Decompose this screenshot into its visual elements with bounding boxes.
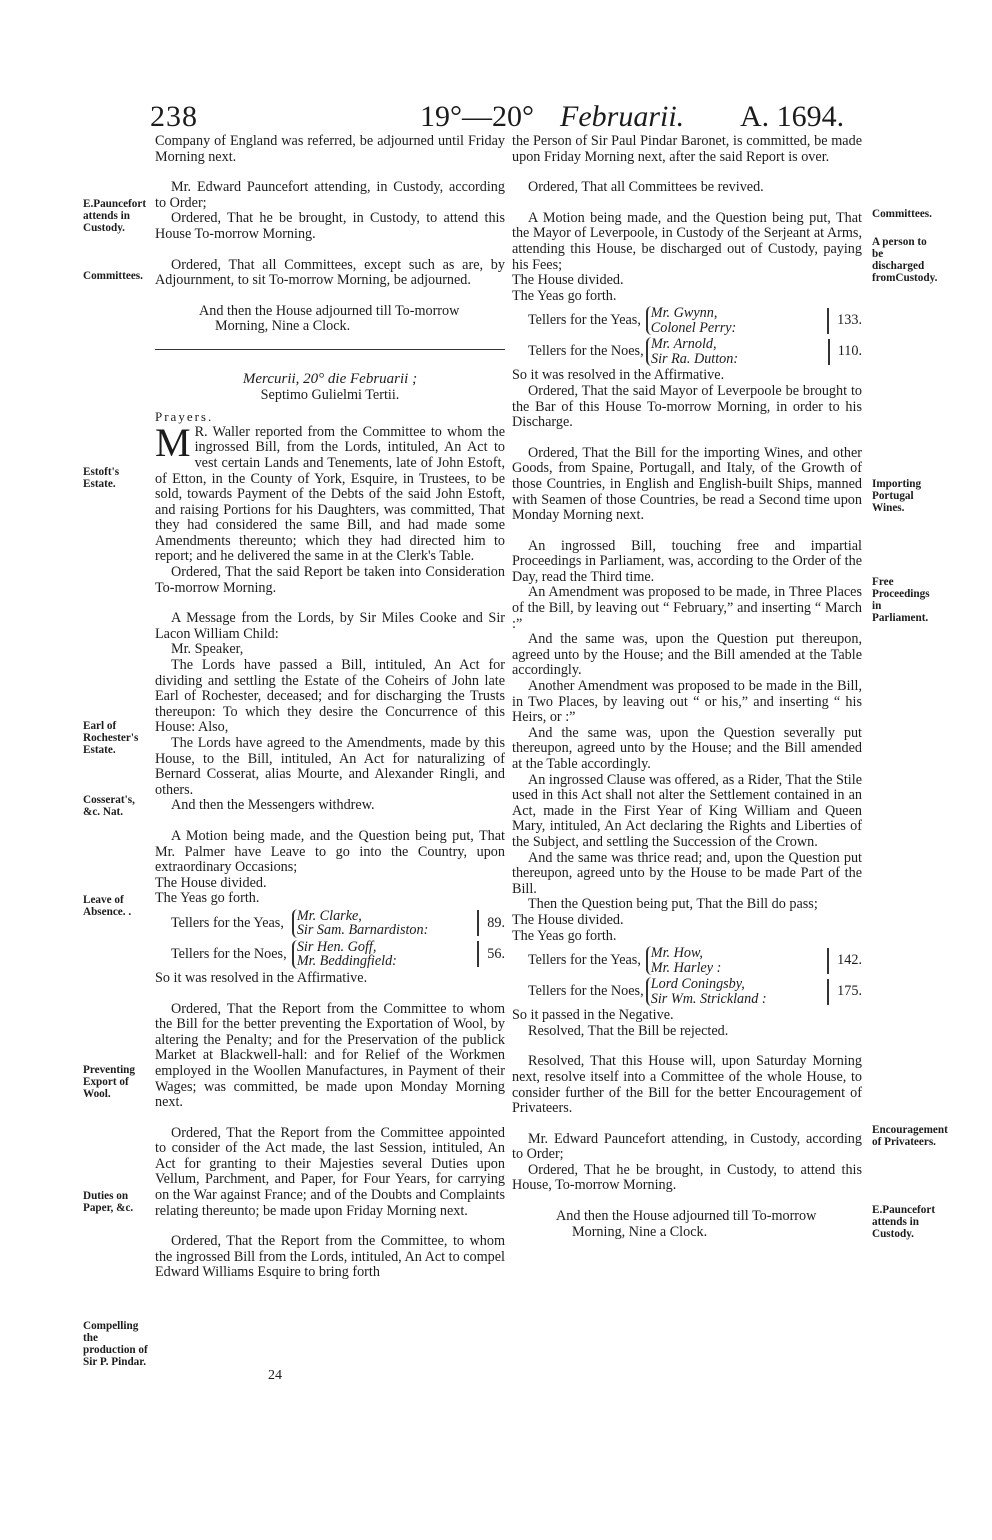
pauncefort-ordered: Ordered, That he be brought, in Custody, to attend this House To-morrow Morning. (155, 210, 505, 242)
pauncefort-attending: Mr. Edward Pauncefort attending, in Custody, according to Order; (512, 1130, 862, 1163)
house-divided: The House divided. (155, 874, 267, 891)
amendment-1-agreed: And the same was, upon the Question put thereupon, agreed unto by the House; and the Bill amended at the Table accordingly. (512, 631, 862, 679)
regnal-year: Septimo Gulielmi Tertii. (260, 386, 400, 403)
teller-names (646, 337, 808, 366)
tellers-yeas (528, 946, 862, 975)
vote-count: 89. (477, 910, 505, 936)
vote-count: 56. (477, 941, 505, 967)
bill-rejected: Resolved, That the Bill be rejected. (528, 1022, 729, 1039)
yeas-forth: The Yeas go forth. (512, 927, 617, 944)
house-divided: The House divided. (512, 272, 624, 289)
teller-name: Sir Sam. Barnardiston: (296, 922, 429, 939)
margin-note-proceedings: Free Proceedings in Parliament. (872, 576, 930, 624)
drop-cap: M (155, 419, 191, 465)
page-number: 238 (150, 100, 198, 133)
paper-duties-order: Ordered, That the Report from the Committee appointed to consider of the Act made, the last Session, intituled, An Act for granting to their Majesties several Duties upon Vellum, Parchment, and Paper, for Four Years, for carrying on the War against France; and of the Doubts and Complaints relating thereunto; be made upon Friday Morning next. (155, 1124, 505, 1219)
cosserat-bill: The Lords have agreed to the Amendments, made by this House, to the Bill, intituled, An Act for naturalizing of Bernard Cosserat, alias Mourte, and Alexander Ringli, and others. (155, 735, 505, 798)
vote-count: 110. (828, 339, 862, 365)
teller-name: Mr. Arnold, (650, 336, 717, 353)
adjournment-note: And then the House adjourned till To-morrow Morning, Nine a Clock. (556, 1208, 817, 1240)
amendment-1: An Amendment was proposed to be made, in Three Places of the Bill, by leaving out “ February,” and inserting “ March :” (512, 584, 862, 632)
header-month: Februarii. (560, 100, 685, 133)
rider-agreed: And the same was thrice read; and, upon the Question put thereupon, agreed unto by the House to be made Part of the Bill. (512, 849, 862, 897)
margin-note-wines: Importing Portugal Wines. (872, 478, 922, 514)
teller-name: Sir Wm. Strickland : (650, 990, 767, 1007)
margin-note-wool: Preventing Export of Wool. (83, 1064, 135, 1100)
teller-names (292, 909, 457, 938)
pindar-continuation: the Person of Sir Paul Pindar Baronet, is committed, be made upon Friday Morning next, after the said Report is over. (512, 133, 862, 165)
signature-mark: 24 (268, 1368, 282, 1383)
pauncefort-ordered: Ordered, That he be brought, in Custody, to attend this House, To-morrow Morning. (512, 1161, 862, 1194)
tellers-label: Tellers for the Yeas, (528, 312, 641, 329)
rochester-bill: The Lords have passed a Bill, intituled, An Act for dividing and settling the Estate of the Coheirs of John late Earl of Rochester, deceased; and for discharging the Trusts thereupon: To which they desire the Concurrence of this House: Also, (155, 657, 505, 736)
margin-note-pauncefort: E.Pauncefort attends in Custody. (872, 1204, 936, 1240)
amendment-2: Another Amendment was proposed to be made in the Bill, in Two Places, by leaving out “ or his,” and inserting “ his Heirs, or :” (512, 678, 862, 726)
teller-name: Colonel Perry: (650, 319, 737, 336)
margin-note-pindar: Compelling the production of Sir P. Pindar. (83, 1320, 148, 1368)
tellers-noes (528, 337, 862, 366)
yeas-forth: The Yeas go forth. (512, 287, 617, 304)
wool-order: Ordered, That the Report from the Committee to whom the Bill for the better preventing the Exportation of Wool, by altering the Penalty; and for the Preservation of the publick Market at Blackwell-hall: and for Relief of the Workmen employed in the Woollen Manufactures, in Payment of their Wages; was committed, be made upon Monday Morning next. (155, 1000, 505, 1111)
privateers-resolution: Resolved, That this House will, upon Saturday Morning next, resolve itself into a Committee of the whole House, to consider further of the Bill for the better Encouragement of Privateers. (512, 1053, 862, 1117)
message-intro: A Message from the Lords, by Sir Miles Cooke and Sir Lacon William Child: (155, 610, 505, 642)
yeas-forth: The Yeas go forth. (155, 890, 260, 907)
teller-name: Sir Ra. Dutton: (650, 350, 739, 367)
tellers-label: Tellers for the Noes, (528, 982, 644, 999)
estoft-report (155, 419, 505, 565)
section-divider (155, 349, 505, 350)
estoft-ordered: Ordered, That the said Report be taken into Consideration To-morrow Morning. (155, 564, 505, 596)
question-pass: Then the Question being put, That the Bill do pass; (528, 896, 818, 913)
committees-revived: Ordered, That all Committees be revived. (528, 179, 764, 196)
teller-name: Lord Coningsby, (650, 976, 745, 993)
right-column (512, 134, 862, 1240)
margin-note-cosserat: Cosserat's, &c. Nat. (83, 794, 135, 818)
messengers-withdrew: And then the Messengers withdrew. (171, 797, 375, 814)
margin-note-privateers: Encouragement of Privateers. (872, 1124, 948, 1148)
proceedings-bill: An ingrossed Bill, touching free and impartial Proceedings in Parliament, was, according to the Order of the Day, read the Third time. (512, 537, 862, 585)
resolved-affirmative: So it was resolved in the Affirmative. (512, 367, 725, 384)
pindar-order: Ordered, That the Report from the Committee, to whom the ingrossed Bill from the Lords, intituled, An Act to compel Edward Williams Esquire to bring forth (155, 1233, 505, 1281)
margin-note-leave: Leave of Absence. . (83, 894, 132, 918)
adjournment-note: And then the House adjourned till To-morrow Morning, Nine a Clock. (199, 302, 460, 335)
header-year: A. 1694. (740, 100, 845, 133)
teller-name: Mr. Clarke, (296, 907, 362, 924)
tellers-yeas (528, 306, 862, 335)
margin-note-pauncefort: E.Pauncefort attends in Custody. (83, 198, 147, 234)
wines-order: Ordered, That the Bill for the importing Wines, and other Goods, from Spaine, Portugall, and Italy, of the Growth of those Countries, in English and English-built Ships, manned with Seamen of those Countries, be read a Second time upon Monday Morning next. (512, 444, 862, 524)
pauncefort-attending: Mr. Edward Pauncefort attending, in Custody, according to Order; (155, 179, 505, 211)
teller-name: Mr. Gwynn, (650, 305, 718, 322)
prayers-heading: Prayers. (155, 409, 214, 425)
header-dates: 19°—20° (420, 100, 534, 133)
tellers-label: Tellers for the Noes, (528, 343, 644, 360)
margin-note-committees: Committees. (83, 270, 143, 282)
vote-count: 133. (827, 308, 862, 334)
committees-adjourned: Ordered, That all Committees, except such as are, by Adjournment, to sit To-morrow Morning, be adjourned. (155, 256, 505, 289)
tellers-label: Tellers for the Yeas, (528, 951, 641, 968)
mr-speaker: Mr. Speaker, (171, 641, 244, 658)
day-title: Mercurii, 20° die Februarii ; (242, 370, 418, 387)
house-divided: The House divided. (512, 911, 624, 928)
tellers-label: Tellers for the Yeas, (171, 914, 284, 931)
left-column (155, 134, 505, 1281)
margin-note-custody: A person to be discharged fromCustody. (872, 236, 938, 284)
teller-name: Mr. Harley : (650, 959, 722, 976)
resolved-affirmative: So it was resolved in the Affirmative. (155, 969, 368, 986)
amendment-2-agreed: And the same was, upon the Question severally put thereupon, agreed unto by the House; and the Bill amended at the Table accordingly. (512, 724, 862, 772)
teller-name: Sir Hen. Goff, (296, 938, 377, 955)
tellers-yeas (171, 909, 505, 938)
tellers-label: Tellers for the Noes, (171, 945, 287, 962)
estoft-report-text: R. Waller reported from the Committee to whom the ingrossed Bill, from the Lords, intituled, An Act to vest certain Lands and Tenements, late of John Estoft, of Etton, in the County of York, Esquire, in Trustees, to be sold, towards Payment of the Debts of the said John Estoft, and raising Portions for his Daughters, was committed, That they had considered the same Bill, and had made some Amendments thereunto; which they had directed him to report; and he delivered the same in at the Clerk's Table. (155, 423, 505, 565)
continuation-text: Company of England was referred, be adjourned until Friday Morning next. (155, 133, 505, 165)
tellers-noes (171, 940, 505, 969)
teller-names (646, 977, 807, 1006)
teller-names (646, 306, 807, 335)
leverpoole-motion: A Motion being made, and the Question being put, That the Mayor of Leverpoole, in Custody of the Serjeant at Arms, attending this House, be discharged out of Custody, paying his Fees; (512, 209, 862, 273)
vote-count: 142. (827, 948, 862, 974)
margin-note-committees: Committees. (872, 208, 932, 220)
teller-name: Mr. How, (650, 945, 703, 962)
teller-name: Mr. Beddingfield: (296, 953, 397, 970)
margin-note-estoft: Estoft's Estate. (83, 466, 120, 490)
tellers-noes (528, 977, 862, 1006)
vote-count: 175. (827, 979, 862, 1005)
leverpoole-ordered: Ordered, That the said Mayor of Leverpoole be brought to the Bar of this House To-morrow Morning, in order to his Discharge. (512, 382, 862, 431)
teller-names (292, 940, 457, 969)
margin-note-rochester: Earl of Rochester's Estate. (83, 720, 139, 756)
margin-note-duties: Duties on Paper, &c. (83, 1190, 134, 1214)
palmer-motion: A Motion being made, and the Question being put, That Mr. Palmer have Leave to go into the Country, upon extraordinary Occasions; (155, 827, 505, 876)
passed-negative: So it passed in the Negative. (512, 1007, 674, 1024)
rider-clause: An ingrossed Clause was offered, as a Rider, That the Stile used in this Act shall not alter the Settlement contained in an Act, made in the First Year of King William and Queen Mary, intituled, An Act declaring the Rights and Liberties of the Subject, and settling the Succession of the Crown. (512, 771, 862, 850)
teller-names (646, 946, 807, 975)
